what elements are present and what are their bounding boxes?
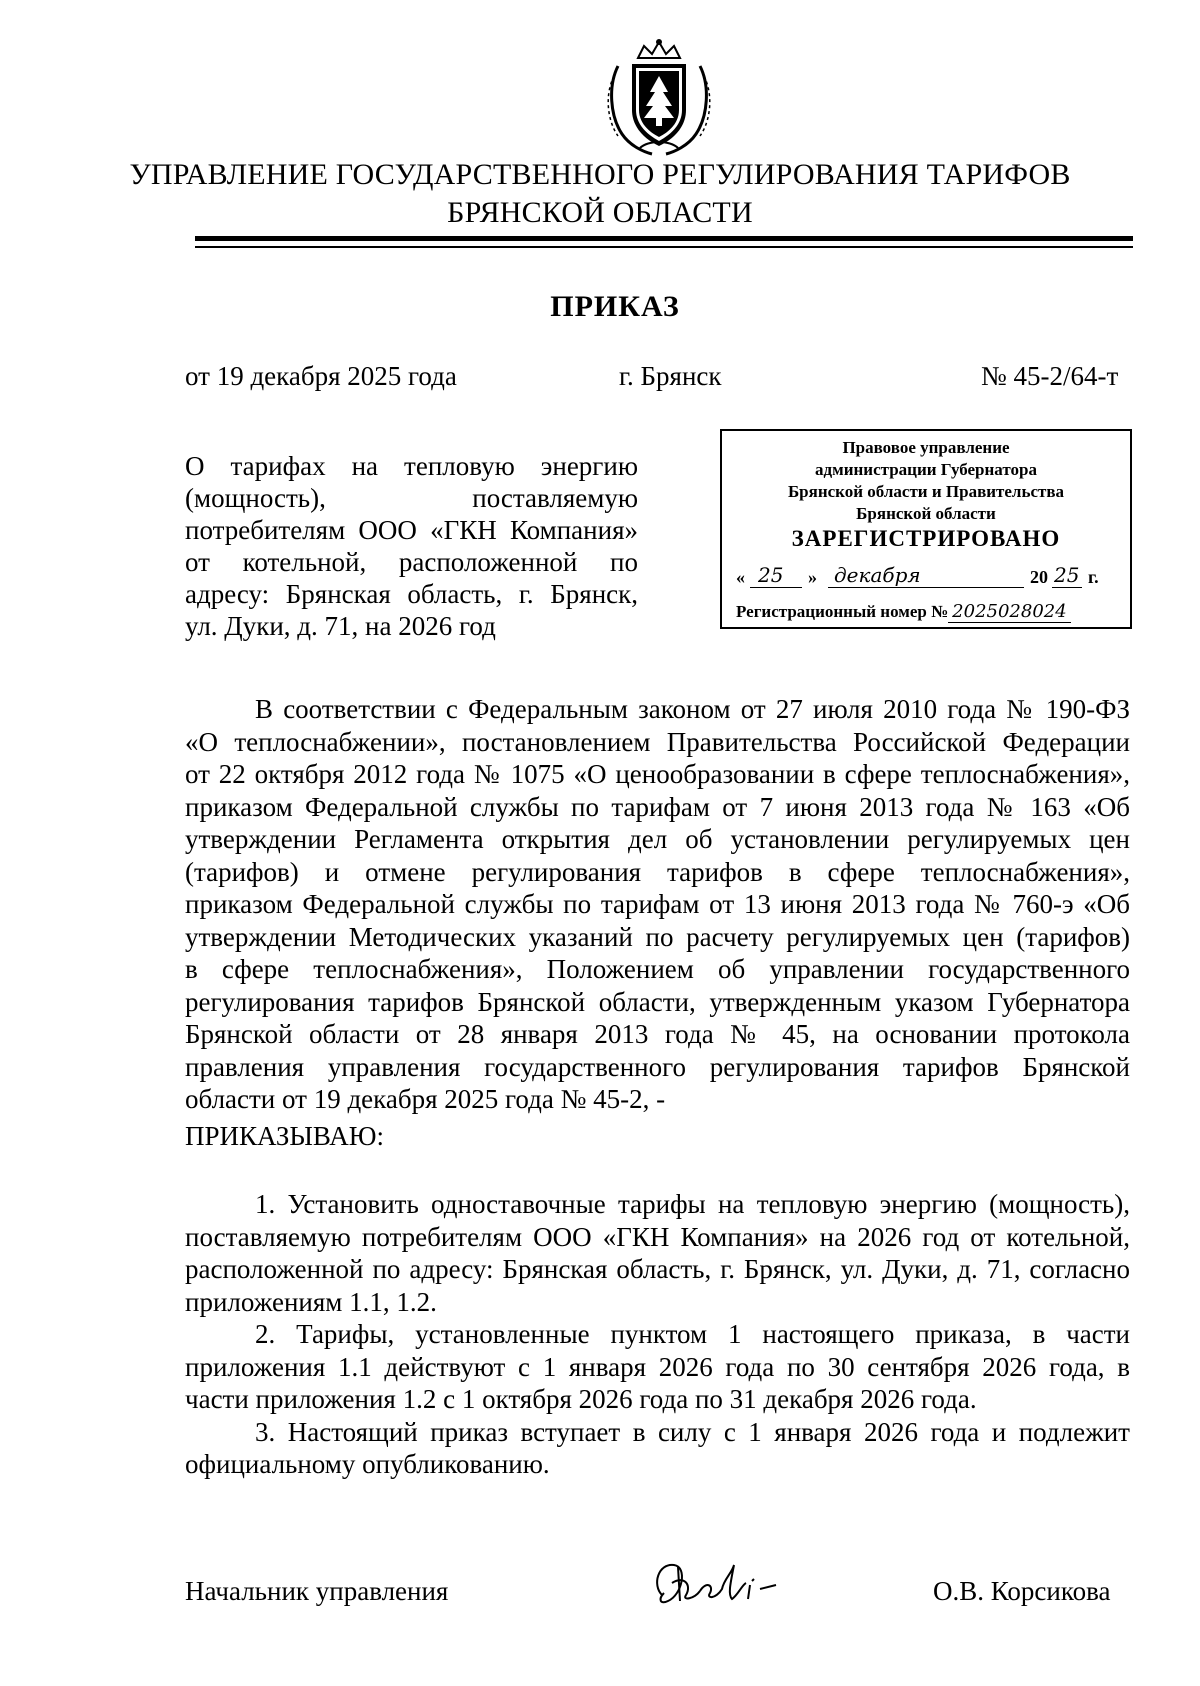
paragraph-line: правления управления государственного регулирования тарифов Брянской <box>185 1051 1130 1082</box>
paragraph-line: в сфере теплоснабжения», Положением об управлении государственного <box>185 954 1130 984</box>
header-divider-thin <box>195 246 1133 248</box>
document-title: ПРИКАЗ <box>550 290 680 323</box>
stamp-line: Правовое управление <box>842 438 1010 457</box>
handwritten-signature <box>648 1555 798 1615</box>
stamp-year-end: г. <box>1088 567 1099 587</box>
item-line: расположенной по адресу: Брянская область, г. Брянск, ул. Дуки, д. 71, согласно <box>185 1254 1130 1284</box>
order-subject <box>185 450 638 642</box>
bryansk-coat-of-arms-icon <box>600 36 718 158</box>
item-line: приложениям 1.1, 1.2. <box>185 1286 437 1317</box>
stamp-registered: ЗАРЕГИСТРИРОВАНО <box>791 526 1061 551</box>
signatory-position: Начальник управления <box>185 1576 449 1606</box>
paragraph-line: «О теплоснабжении», постановлением Правительства Российской Федерации <box>185 726 1130 757</box>
paragraph-line: В соответствии с Федеральным законом от 27 июля 2010 года № 190-ФЗ <box>255 694 1130 724</box>
stamp-date: « 25 » декабря 20 25 г. <box>736 563 1099 587</box>
paragraph-line: от 22 октября 2012 года № 1075 «О ценообразовании в сфере теплоснабжения», <box>185 759 1130 789</box>
subject-line: потребителям ООО «ГКН Компания» <box>185 515 638 545</box>
stamp-regnum-label: Регистрационный номер № <box>736 602 949 621</box>
order-number: № 45-2/64-т <box>981 361 1119 391</box>
header-divider-thick <box>195 236 1133 241</box>
paragraph-line: приказом Федеральной службы по тарифам от 7 июня 2013 года № 163 «Об <box>185 791 1130 822</box>
preamble-paragraph <box>185 693 1130 1116</box>
paragraph-line: приказом Федеральной службы по тарифам от 13 июня 2013 года № 760-э «Об <box>185 889 1130 919</box>
paragraph-line: области от 19 декабря 2025 года № 45-2, - <box>185 1084 666 1114</box>
stamp-authority <box>722 437 1130 525</box>
item-line: части приложения 1.2 с 1 октября 2026 года по 31 декабря 2026 года. <box>185 1384 977 1414</box>
item-line: поставляемую потребителям ООО «ГКН Компания» на 2026 год от котельной, <box>185 1221 1130 1252</box>
subject-line: О тарифах на тепловую энергию <box>185 451 638 481</box>
item-line: 3. Настоящий приказ вступает в силу с 1 января 2026 года и подлежит <box>255 1416 1130 1447</box>
stamp-line: администрации Губернатора <box>815 460 1037 479</box>
stamp-month: декабря <box>834 563 921 587</box>
order-directive: ПРИКАЗЫВАЮ: <box>185 1121 384 1151</box>
paragraph-line: регулирования тарифов Брянской области, утвержденным указом Губернатора <box>185 986 1130 1017</box>
subject-line: адресу: Брянская область, г. Брянск, <box>185 579 638 609</box>
organization-name-line2: БРЯНСКОЙ ОБЛАСТИ <box>447 196 753 229</box>
subject-line: (мощность), поставляемую <box>185 483 638 513</box>
paragraph-line: Брянской области от 28 января 2013 года № 45, на основании протокола <box>185 1019 1130 1049</box>
item-line: 2. Тарифы, установленные пунктом 1 настоящего приказа, в части <box>255 1319 1130 1349</box>
registration-stamp <box>720 429 1132 629</box>
order-items <box>185 1188 1130 1481</box>
stamp-day: 25 <box>758 563 784 587</box>
signatory-name: О.В. Корсикова <box>933 1576 1111 1606</box>
subject-line: ул. Дуки, д. 71, на 2026 год <box>185 611 496 641</box>
stamp-registration-number <box>736 601 1126 622</box>
item-line: официальному опубликованию. <box>185 1449 550 1479</box>
stamp-line: Брянской области и Правительства <box>787 482 1065 501</box>
subject-line: от котельной, расположенной по <box>185 547 638 577</box>
paragraph-line: (тарифов) и отмене регулирования тарифов в сфере теплоснабжения», <box>185 856 1130 887</box>
stamp-year-prefix: 20 <box>1030 567 1048 587</box>
stamp-line: Брянской области <box>856 504 996 523</box>
paragraph-line: утверждении Методических указаний по расчету регулируемых цен (тарифов) <box>185 921 1130 952</box>
item-line: приложения 1.1 действуют с 1 января 2026 года по 30 сентября 2026 года, в <box>185 1351 1130 1382</box>
item-line: 1. Установить одноставочные тарифы на тепловую энергию (мощность), <box>255 1189 1130 1219</box>
stamp-regnum-value: 2025028024 <box>948 601 1071 623</box>
stamp-year-suffix: 25 <box>1054 563 1080 587</box>
organization-name-line1: УПРАВЛЕНИЕ ГОСУДАРСТВЕННОГО РЕГУЛИРОВАНИЯ ТАРИФОВ <box>129 158 1071 191</box>
paragraph-line: утверждении Регламента открытия дел об установлении регулируемых цен <box>185 824 1130 854</box>
organization-header <box>100 156 1100 232</box>
order-city: г. Брянск <box>619 361 722 391</box>
order-date: от 19 декабря 2025 года <box>185 361 457 391</box>
